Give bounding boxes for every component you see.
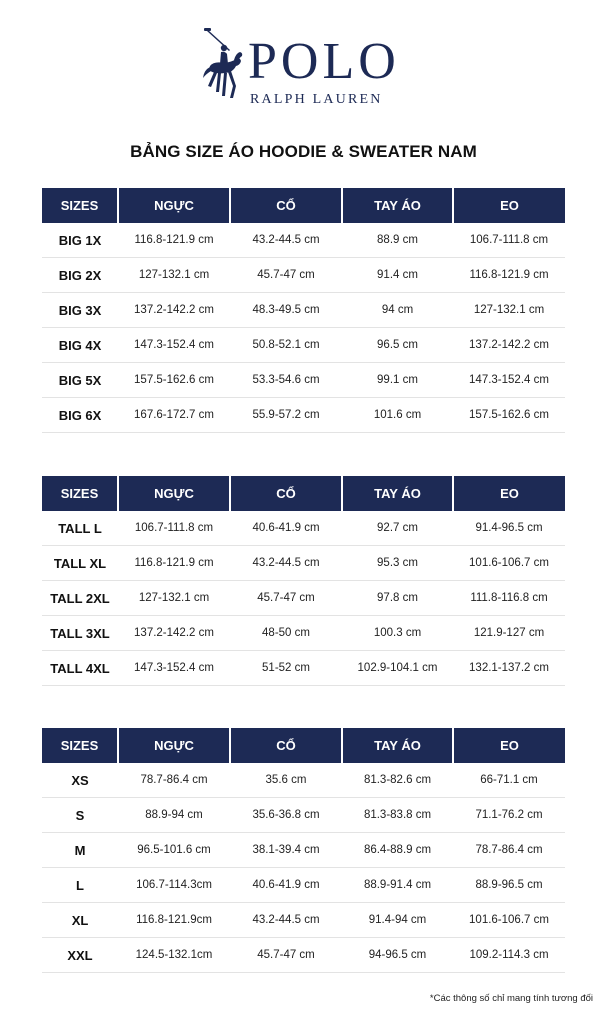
size-cell: XXL <box>42 938 118 973</box>
neck-cell: 38.1-39.4 cm <box>230 833 342 868</box>
column-header: SIZES <box>42 188 118 223</box>
column-header: NGỰC <box>118 476 230 511</box>
table-header-row <box>42 188 565 223</box>
neck-cell: 48-50 cm <box>230 616 342 651</box>
polo-player-icon <box>200 26 244 106</box>
size-cell: TALL 2XL <box>42 581 118 616</box>
waist-cell: 109.2-114.3 cm <box>453 938 565 973</box>
chest-cell: 116.8-121.9 cm <box>118 546 230 581</box>
waist-cell: 127-132.1 cm <box>453 293 565 328</box>
column-header: SIZES <box>42 728 118 763</box>
size-cell: M <box>42 833 118 868</box>
column-header: CỔ <box>230 476 342 511</box>
sleeve-cell: 88.9 cm <box>342 223 453 258</box>
waist-cell: 78.7-86.4 cm <box>453 833 565 868</box>
table-row <box>42 651 565 686</box>
chest-cell: 106.7-111.8 cm <box>118 511 230 546</box>
table-row <box>42 363 565 398</box>
size-cell: TALL 4XL <box>42 651 118 686</box>
sleeve-cell: 94 cm <box>342 293 453 328</box>
table-row <box>42 938 565 973</box>
neck-cell: 45.7-47 cm <box>230 258 342 293</box>
chest-cell: 137.2-142.2 cm <box>118 293 230 328</box>
table-row <box>42 868 565 903</box>
sleeve-cell: 99.1 cm <box>342 363 453 398</box>
size-cell: BIG 2X <box>42 258 118 293</box>
chest-cell: 116.8-121.9cm <box>118 903 230 938</box>
chest-cell: 137.2-142.2 cm <box>118 616 230 651</box>
size-cell: BIG 6X <box>42 398 118 433</box>
chest-cell: 106.7-114.3cm <box>118 868 230 903</box>
neck-cell: 53.3-54.6 cm <box>230 363 342 398</box>
sleeve-cell: 94-96.5 cm <box>342 938 453 973</box>
size-cell: BIG 1X <box>42 223 118 258</box>
sleeve-cell: 101.6 cm <box>342 398 453 433</box>
waist-cell: 106.7-111.8 cm <box>453 223 565 258</box>
chest-cell: 127-132.1 cm <box>118 581 230 616</box>
table-header-row <box>42 728 565 763</box>
column-header: TAY ÁO <box>342 188 453 223</box>
chest-cell: 116.8-121.9 cm <box>118 223 230 258</box>
table-row <box>42 223 565 258</box>
sleeve-cell: 81.3-83.8 cm <box>342 798 453 833</box>
table-row <box>42 798 565 833</box>
waist-cell: 101.6-106.7 cm <box>453 903 565 938</box>
waist-cell: 66-71.1 cm <box>453 763 565 798</box>
chest-cell: 157.5-162.6 cm <box>118 363 230 398</box>
column-header: EO <box>453 476 565 511</box>
sleeve-cell: 95.3 cm <box>342 546 453 581</box>
neck-cell: 43.2-44.5 cm <box>230 223 342 258</box>
neck-cell: 48.3-49.5 cm <box>230 293 342 328</box>
table-row <box>42 258 565 293</box>
size-cell: TALL L <box>42 511 118 546</box>
disclaimer-note: *Các thông số chỉ mang tính tương đối <box>429 993 593 1004</box>
neck-cell: 43.2-44.5 cm <box>230 903 342 938</box>
brand-subtitle: RALPH LAUREN <box>250 92 383 107</box>
size-table-tall <box>42 476 565 686</box>
neck-cell: 45.7-47 cm <box>230 581 342 616</box>
table-row <box>42 511 565 546</box>
waist-cell: 91.4-96.5 cm <box>453 511 565 546</box>
column-header: NGỰC <box>118 188 230 223</box>
column-header: EO <box>453 728 565 763</box>
size-cell: BIG 4X <box>42 328 118 363</box>
sleeve-cell: 100.3 cm <box>342 616 453 651</box>
column-header: EO <box>453 188 565 223</box>
neck-cell: 50.8-52.1 cm <box>230 328 342 363</box>
table-header-row <box>42 476 565 511</box>
sleeve-cell: 86.4-88.9 cm <box>342 833 453 868</box>
waist-cell: 157.5-162.6 cm <box>453 398 565 433</box>
sleeve-cell: 91.4 cm <box>342 258 453 293</box>
column-header: TAY ÁO <box>342 728 453 763</box>
waist-cell: 132.1-137.2 cm <box>453 651 565 686</box>
waist-cell: 137.2-142.2 cm <box>453 328 565 363</box>
sleeve-cell: 88.9-91.4 cm <box>342 868 453 903</box>
waist-cell: 71.1-76.2 cm <box>453 798 565 833</box>
table-row <box>42 398 565 433</box>
table-row <box>42 763 565 798</box>
size-table-big <box>42 188 565 433</box>
waist-cell: 101.6-106.7 cm <box>453 546 565 581</box>
table-row <box>42 616 565 651</box>
waist-cell: 147.3-152.4 cm <box>453 363 565 398</box>
neck-cell: 35.6-36.8 cm <box>230 798 342 833</box>
chest-cell: 167.6-172.7 cm <box>118 398 230 433</box>
column-header: CỔ <box>230 728 342 763</box>
sleeve-cell: 96.5 cm <box>342 328 453 363</box>
waist-cell: 121.9-127 cm <box>453 616 565 651</box>
chest-cell: 78.7-86.4 cm <box>118 763 230 798</box>
chest-cell: 127-132.1 cm <box>118 258 230 293</box>
column-header: NGỰC <box>118 728 230 763</box>
neck-cell: 35.6 cm <box>230 763 342 798</box>
column-header: TAY ÁO <box>342 476 453 511</box>
page-title: BẢNG SIZE ÁO HOODIE & SWEATER NAM <box>130 142 477 161</box>
size-cell: XL <box>42 903 118 938</box>
table-row <box>42 546 565 581</box>
table-row <box>42 581 565 616</box>
chest-cell: 147.3-152.4 cm <box>118 651 230 686</box>
brand-logo <box>200 26 410 112</box>
size-cell: BIG 5X <box>42 363 118 398</box>
waist-cell: 111.8-116.8 cm <box>453 581 565 616</box>
neck-cell: 43.2-44.5 cm <box>230 546 342 581</box>
size-cell: TALL XL <box>42 546 118 581</box>
sleeve-cell: 81.3-82.6 cm <box>342 763 453 798</box>
chest-cell: 147.3-152.4 cm <box>118 328 230 363</box>
size-cell: XS <box>42 763 118 798</box>
neck-cell: 40.6-41.9 cm <box>230 511 342 546</box>
waist-cell: 88.9-96.5 cm <box>453 868 565 903</box>
size-cell: L <box>42 868 118 903</box>
sleeve-cell: 97.8 cm <box>342 581 453 616</box>
chest-cell: 88.9-94 cm <box>118 798 230 833</box>
column-header: CỔ <box>230 188 342 223</box>
neck-cell: 51-52 cm <box>230 651 342 686</box>
sleeve-cell: 92.7 cm <box>342 511 453 546</box>
size-cell: BIG 3X <box>42 293 118 328</box>
chest-cell: 96.5-101.6 cm <box>118 833 230 868</box>
table-row <box>42 328 565 363</box>
neck-cell: 55.9-57.2 cm <box>230 398 342 433</box>
size-cell: S <box>42 798 118 833</box>
sleeve-cell: 91.4-94 cm <box>342 903 453 938</box>
table-row <box>42 903 565 938</box>
neck-cell: 40.6-41.9 cm <box>230 868 342 903</box>
size-cell: TALL 3XL <box>42 616 118 651</box>
chest-cell: 124.5-132.1cm <box>118 938 230 973</box>
brand-name: POLO <box>248 33 400 90</box>
size-table-regular <box>42 728 565 973</box>
table-row <box>42 293 565 328</box>
sleeve-cell: 102.9-104.1 cm <box>342 651 453 686</box>
column-header: SIZES <box>42 476 118 511</box>
waist-cell: 116.8-121.9 cm <box>453 258 565 293</box>
neck-cell: 45.7-47 cm <box>230 938 342 973</box>
table-row <box>42 833 565 868</box>
